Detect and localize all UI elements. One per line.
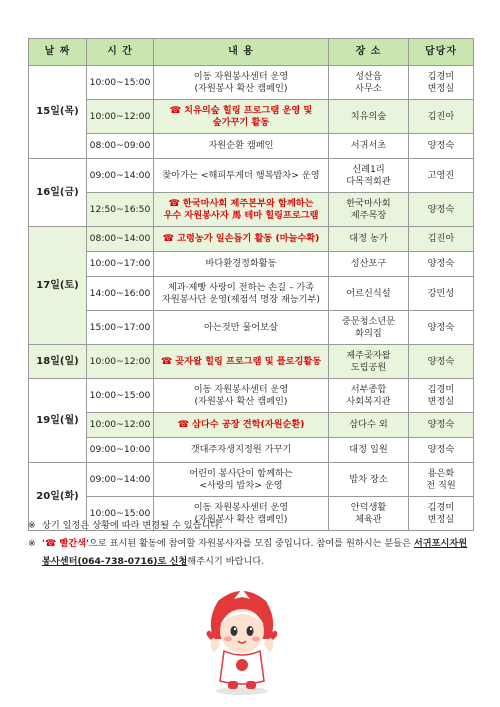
cell-place-text: 한국마사회 제주목장: [346, 197, 391, 221]
cell-content-text: 이동 자원봉사센터 운영 (자원봉사 확산 캠페인): [193, 501, 289, 525]
cell-time-text: 08:00~14:00: [89, 233, 151, 244]
cell-time-text: 10:00~12:00: [89, 419, 151, 430]
note-mark: ※: [28, 520, 36, 531]
cell-time: [87, 227, 154, 252]
cell-time: [87, 66, 154, 100]
cell-time: [87, 379, 154, 413]
cell-place-text: 밥차 장소: [349, 473, 388, 485]
cell-content-text: 아는것만 물어보살: [204, 321, 278, 333]
cell-content: [154, 463, 329, 497]
cell-time: [87, 345, 154, 379]
phone-icon: ☎: [169, 104, 182, 116]
cell-place-text: 어르신식설: [346, 287, 391, 299]
cell-content: [154, 66, 329, 100]
cell-person-text: 양정숙: [427, 444, 455, 455]
cell-time-text: 09:00~14:00: [89, 473, 151, 485]
cell-time: [87, 100, 154, 134]
cell-content: [154, 345, 329, 379]
cell-person: [409, 379, 474, 413]
cell-time-text: 09:00~10:00: [89, 444, 151, 455]
table-row: [29, 463, 474, 497]
cell-content-text: 이동 자원봉사센터 운영 (자원봉사 확산 캠페인): [193, 70, 289, 94]
cell-date: 17일(토): [29, 227, 87, 345]
cell-content-text: 한국마사회 제주본부와 함께하는 우수 자원봉사자 馬 테마 힐링프로그램: [163, 197, 319, 221]
cell-content-text: 갯대주자생지정원 가꾸기: [190, 444, 292, 455]
cell-place-text: 대정 농가: [349, 233, 388, 244]
table-row: [29, 413, 474, 438]
cell-time-text: 10:00~12:00: [89, 355, 151, 367]
table-row: [29, 100, 474, 134]
cell-place-text: 서귀서초: [350, 140, 387, 151]
cell-person: [409, 227, 474, 252]
cell-content: [154, 413, 329, 438]
cell-date: 18일(일): [29, 345, 87, 379]
cell-place-text: 안덕생활 체육관: [350, 501, 387, 525]
cell-person: [409, 100, 474, 134]
schedule-body: [29, 66, 474, 531]
cell-place: [329, 227, 409, 252]
phone-icon: ☎: [160, 355, 173, 367]
volunteer-mascot-icon: [196, 585, 288, 697]
note-1: [28, 517, 476, 535]
cell-person: [409, 463, 474, 497]
cell-content-text: 이동 자원봉사센터 운영 (자원봉사 확산 캠페인): [193, 383, 289, 407]
table-row: [29, 252, 474, 277]
cell-content-text: 어린이 봉사단이 함께하는 <사랑의 밥차> 운영: [189, 467, 293, 491]
cell-time: [87, 159, 154, 193]
cell-time: [87, 252, 154, 277]
cell-content-text: 찾아가는 <해피투게더 행복밥차> 운영: [162, 169, 320, 181]
cell-place: [329, 193, 409, 227]
table-row: [29, 66, 474, 100]
cell-content: [154, 277, 329, 311]
cell-place: [329, 345, 409, 379]
cell-person: [409, 438, 474, 463]
note-2-text: 으로 표시된 활동에 참여할 자원봉사자를 모집 중입니다. 참여를 원하시는 분들은: [88, 538, 414, 549]
cell-person: [409, 252, 474, 277]
cell-content-text: 바다환경정화활동: [205, 258, 277, 269]
cell-person-text: 양정숙: [427, 258, 455, 269]
cell-person-text: 양정숙: [427, 140, 455, 151]
note-2: [28, 535, 476, 571]
cell-place: [329, 438, 409, 463]
cell-person: [409, 193, 474, 227]
cell-date: 19일(월): [29, 379, 87, 463]
header-time: 시 간: [87, 39, 154, 66]
note-mark: ※: [28, 538, 36, 549]
cell-time: [87, 193, 154, 227]
cell-content: [154, 159, 329, 193]
table-row: [29, 227, 474, 252]
cell-time-text: 08:00~09:00: [89, 140, 151, 151]
cell-date: 16일(금): [29, 159, 87, 227]
header-person: 담당자: [409, 39, 474, 66]
cell-time-text: 12:50~16:50: [89, 203, 151, 215]
cell-content-text: 치유의숲 힐링 프로그램 운영 및 숲가꾸기 활동: [184, 104, 313, 128]
cell-person-text: 김경미 변정실: [427, 70, 455, 94]
cell-place: [329, 413, 409, 438]
cell-place: [329, 134, 409, 159]
table-row: [29, 193, 474, 227]
cell-person-text: 강민성: [427, 287, 455, 299]
cell-content: [154, 134, 329, 159]
cell-time-text: 10:00~12:00: [89, 110, 151, 122]
cell-place: [329, 159, 409, 193]
cell-person-text: 양정숙: [427, 355, 455, 367]
cell-time: [87, 463, 154, 497]
cell-person-text: 김진아: [427, 233, 455, 244]
cell-person-text: 용은화 전 직원: [426, 467, 456, 491]
cell-person: [409, 413, 474, 438]
cell-place: [329, 277, 409, 311]
cell-person: [409, 311, 474, 345]
cell-date: 15일(목): [29, 66, 87, 159]
cell-content-text: 곶자왈 힐링 프로그램 및 플로깅활동: [175, 355, 322, 367]
cell-person-text: 김경미 변정실: [427, 383, 455, 407]
table-row: [29, 134, 474, 159]
cell-person: [409, 159, 474, 193]
cell-content: [154, 438, 329, 463]
cell-place-text: 성산읍 사무소: [355, 70, 382, 94]
schedule-table: [28, 38, 474, 531]
cell-place-text: 치유의숲: [350, 110, 387, 122]
header-date: 날 짜: [29, 39, 87, 66]
cell-date: 20일(화): [29, 463, 87, 531]
cell-time-text: 10:00~15:00: [89, 507, 151, 519]
table-header-row: [29, 39, 474, 66]
cell-time-text: 10:00~15:00: [89, 389, 151, 401]
cell-time: [87, 413, 154, 438]
table-row: [29, 438, 474, 463]
cell-person-text: 양정숙: [427, 203, 455, 215]
cell-person-text: 양정숙: [427, 419, 455, 430]
cell-person: [409, 277, 474, 311]
cell-time-text: 10:00~15:00: [89, 76, 151, 88]
cell-person: [409, 345, 474, 379]
cell-person-text: 고영진: [427, 169, 455, 181]
cell-place: [329, 463, 409, 497]
cell-place: [329, 66, 409, 100]
cell-time: [87, 277, 154, 311]
cell-content-text: 제과·제빵 사랑이 전하는 손길 – 가족 자원봉사단 운영(제점석 명장 재능기부): [162, 281, 320, 305]
table-row: [29, 345, 474, 379]
cell-time: [87, 311, 154, 345]
cell-time: [87, 438, 154, 463]
cell-place-text: 제주곶자왈 도립공원: [346, 349, 391, 373]
cell-content: [154, 379, 329, 413]
cell-person: [409, 134, 474, 159]
cell-content: [154, 100, 329, 134]
cell-time-text: 09:00~14:00: [89, 169, 151, 181]
cell-time-text: 10:00~17:00: [89, 258, 151, 269]
note-2-end: 해주시기 바랍니다.: [187, 556, 265, 567]
cell-place-text: 삼다수 외: [349, 419, 388, 430]
cell-person: [409, 66, 474, 100]
header-content: 내 용: [154, 39, 329, 66]
cell-place-text: 대정 일원: [349, 444, 388, 455]
cell-place-text: 중문청소년문 화의집: [341, 315, 396, 339]
cell-content-text: 고령농가 일손돕기 활동 (마늘수확): [177, 233, 320, 244]
header-place: 장 소: [329, 39, 409, 66]
cell-person-text: 김진아: [427, 110, 455, 122]
cell-place: [329, 311, 409, 345]
phone-icon: ☎: [168, 197, 180, 209]
phone-icon: ☎: [162, 233, 175, 244]
cell-content: [154, 193, 329, 227]
table-row: [29, 379, 474, 413]
cell-content-text: 자원순환 캠페인: [208, 140, 274, 151]
table-row: [29, 159, 474, 193]
cell-place: [329, 252, 409, 277]
cell-content-text: 삼다수 공장 견학(자원순환): [192, 419, 305, 430]
cell-place-text: 서부종합 사회복지관: [346, 383, 391, 407]
cell-place: [329, 100, 409, 134]
note-1-text: 상기 일정은 상황에 따라 변경될 수 있습니다.: [42, 520, 223, 531]
cell-content: [154, 252, 329, 277]
note-2-red-text: '☎ 빨간색': [42, 538, 89, 549]
cell-place-text: 신례1리 다목적회관: [346, 163, 391, 187]
phone-icon: ☎: [177, 419, 190, 430]
cell-time: [87, 134, 154, 159]
cell-person-text: 양정숙: [427, 321, 455, 333]
notes: [28, 517, 476, 571]
cell-place: [329, 379, 409, 413]
cell-person-text: 김경미 변정실: [427, 501, 455, 525]
table-row: [29, 311, 474, 345]
cell-time-text: 14:00~16:00: [89, 287, 151, 299]
cell-place-text: 성산포구: [350, 258, 387, 269]
cell-content: [154, 227, 329, 252]
table-row: [29, 277, 474, 311]
cell-time-text: 15:00~17:00: [89, 321, 151, 333]
cell-content: [154, 311, 329, 345]
note-2-center-link: 서귀포시자원봉사센터(064-738-0716)로 신청: [42, 538, 468, 567]
